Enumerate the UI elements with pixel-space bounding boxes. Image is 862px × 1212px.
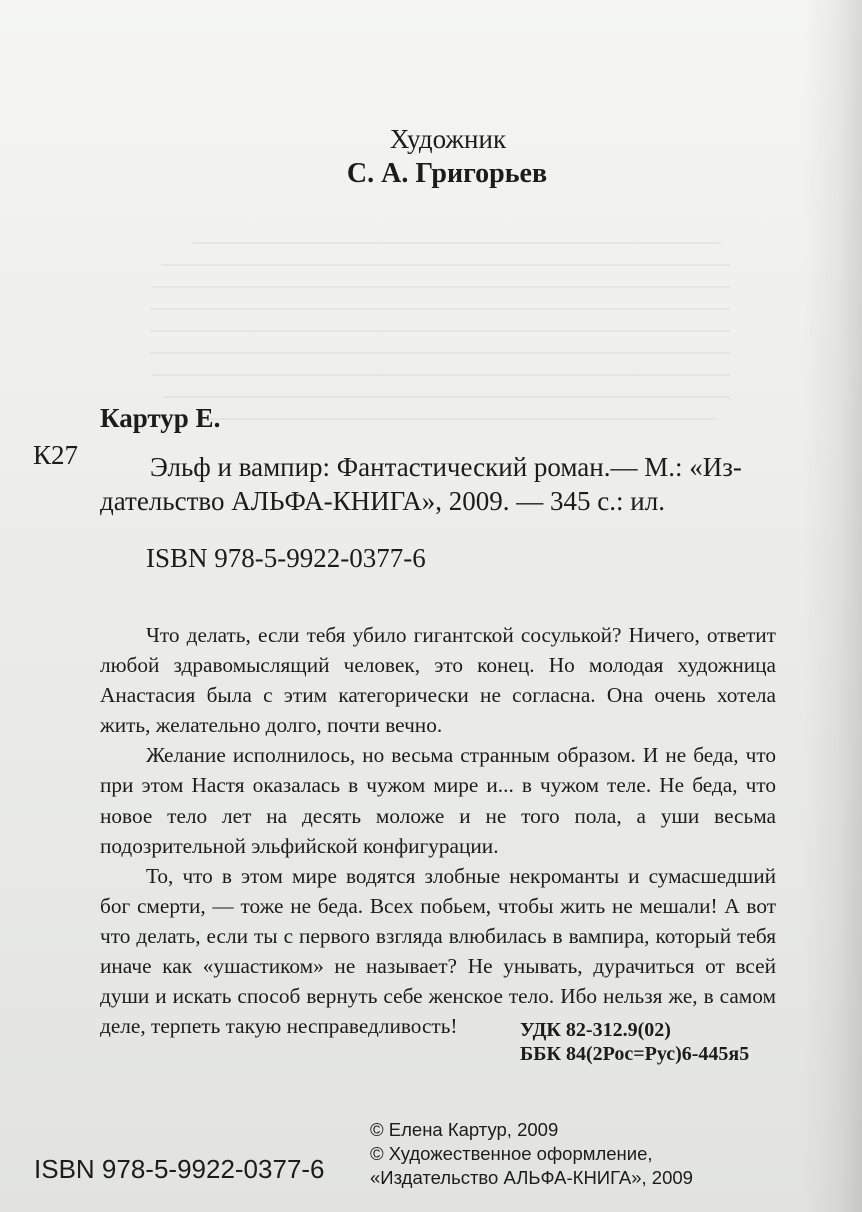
artist-name: С. А. Григорьев [346,158,548,189]
artist-label: Художник [389,124,507,154]
isbn-footer: ISBN 978-5-9922-0377-6 [34,1154,325,1184]
annotation-block [100,620,776,1041]
bleed-through-texture [150,240,730,420]
annotation-paragraph: Желание исполнилось, но весьма странным образом. И не беда, что при этом Настя оказалась в чужом мире и... в чужом теле. Не беда, что новое тело лет на десять моложе и не того пола, а уши весьма подозрительной эльфийской конфигурации. [100,743,776,858]
author-name: Картур Е. [100,403,221,433]
isbn-entry: ISBN 978-5-9922-0377-6 [146,543,426,573]
annotation-paragraph: Что делать, если тебя убило гигантской сосулькой? Ничего, ответит любой здравомыслящий человек, это конец. Но молодая художница Анастасия была с этим категорически не согласна. Она очень хотела жить, желательно долго, почти вечно. [100,623,776,738]
bibliographic-line-2: дательство АЛЬФА-КНИГА», 2009. — 345 с.: ил. [100,486,665,516]
copyright-author: © Елена Картур, 2009 [370,1119,559,1140]
copyright-publisher: «Издательство АЛЬФА-КНИГА», 2009 [370,1167,693,1188]
bibliographic-line-1: Эльф и вампир: Фантастический роман.— М.: «Из- [150,452,742,482]
annotation-paragraph: То, что в этом мире водятся злобные некроманты и сумасшедший бог смерти, — тоже не беда. Всех побьем, чтобы жить не мешали! А вот что делать, если ты с первого взгляда влюбилась в вампира, который тебя иначе как «ушастиком» не называет? Не унывать, дурачиться от всей души и искать способ вернуть себе женское тело. Ибо нельзя же, в самом деле, терпеть такую несправедливость! [100,863,776,1039]
copyright-block [370,1118,693,1190]
copyright-design: © Художественное оформление, [370,1143,653,1164]
classification-codes [520,1018,749,1066]
udk-code: УДК 82-312.9(02) [520,1019,671,1041]
bbk-code: ББК 84(2Рос=Рус)6-445я5 [520,1043,750,1065]
author-sign-code: К27 [33,440,79,470]
